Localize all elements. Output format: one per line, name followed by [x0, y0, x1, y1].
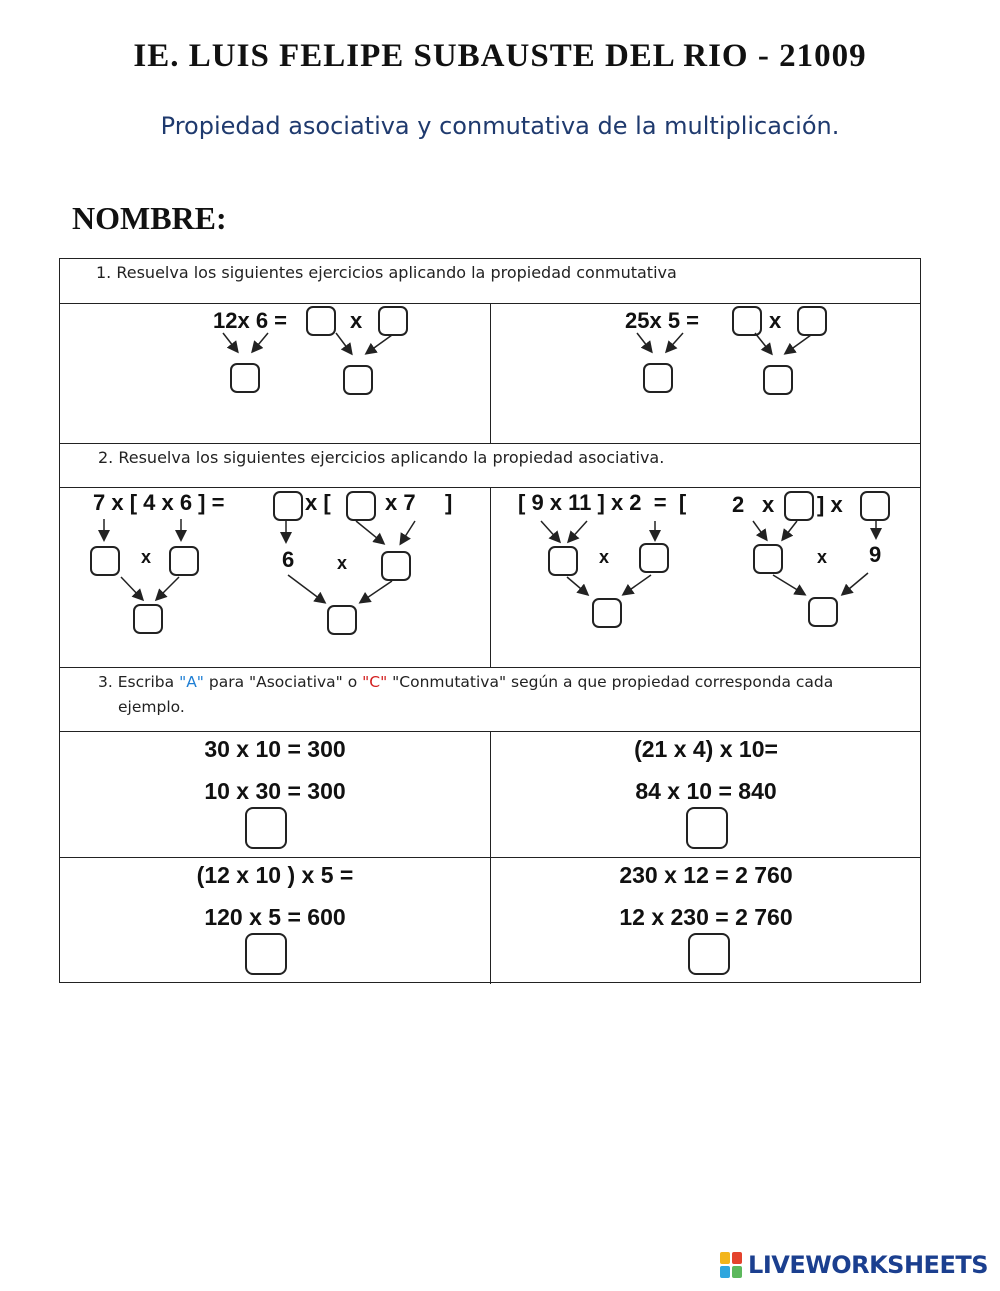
commutative-exercise-2 — [491, 303, 921, 443]
operator: ] x — [817, 492, 843, 517]
operator: x 7 — [385, 490, 416, 515]
instruction-text: 3. Escriba — [98, 673, 180, 691]
answer-box[interactable] — [346, 491, 376, 521]
answer-box[interactable] — [230, 363, 260, 393]
answer-box[interactable] — [343, 365, 373, 395]
operator: x — [817, 547, 828, 567]
operator: x — [350, 308, 363, 333]
operator: x — [337, 553, 348, 573]
worksheet-subtitle: Propiedad asociativa y conmutativa de la multiplicación. — [160, 112, 840, 140]
row-divider — [60, 443, 920, 444]
answer-box[interactable] — [378, 306, 408, 336]
brand-name: LIVEWORKSHEETS — [748, 1251, 988, 1279]
answer-box[interactable] — [797, 306, 827, 336]
answer-box[interactable] — [133, 604, 163, 634]
bracket: ] — [445, 490, 453, 515]
classify-item-4 — [491, 857, 921, 983]
operator: x [ — [305, 490, 331, 515]
expression: 7 x [ 4 x 6 ] = — [93, 490, 225, 515]
equation-line: 120 x 5 = 600 — [204, 904, 346, 930]
equation-line: 12 x 230 = 2 760 — [619, 904, 793, 930]
answer-box[interactable] — [808, 597, 838, 627]
letter-a: "A" — [179, 673, 204, 691]
associative-exercise-1 — [60, 487, 490, 667]
answer-box[interactable] — [732, 306, 762, 336]
operator: x — [599, 547, 610, 567]
section1-instruction: 1. Resuelva los siguientes ejercicios aplicando la propiedad conmutativa — [96, 263, 677, 282]
answer-box[interactable] — [592, 598, 622, 628]
classify-item-2 — [491, 731, 921, 857]
answer-box[interactable] — [643, 363, 673, 393]
expression: 12x 6 = — [213, 308, 288, 333]
classify-item-3 — [60, 857, 490, 983]
section3-instruction — [98, 670, 913, 720]
answer-box[interactable] — [686, 807, 728, 849]
given-number: 6 — [282, 547, 295, 572]
equation-line: (12 x 10 ) x 5 = — [196, 862, 354, 888]
associative-exercise-2 — [491, 487, 921, 667]
given-number: 2 — [732, 492, 745, 517]
answer-box[interactable] — [90, 546, 120, 576]
expression: [ 9 x 11 ] x 2 = [ — [518, 490, 687, 515]
operator: x — [762, 492, 775, 517]
section2-instruction: 2. Resuelva los siguientes ejercicios aplicando la propiedad asociativa. — [98, 448, 665, 467]
answer-box[interactable] — [688, 933, 730, 975]
commutative-exercise-1 — [60, 303, 490, 443]
given-number: 9 — [869, 542, 882, 567]
answer-box[interactable] — [169, 546, 199, 576]
expression: 25x 5 = — [625, 308, 700, 333]
letter-c: "C" — [362, 673, 388, 691]
answer-box[interactable] — [763, 365, 793, 395]
answer-box[interactable] — [245, 807, 287, 849]
equation-line: 84 x 10 = 840 — [635, 778, 777, 804]
instruction-text: ejemplo. — [118, 698, 185, 716]
worksheet-table — [59, 258, 921, 983]
answer-box[interactable] — [306, 306, 336, 336]
equation-line: 10 x 30 = 300 — [204, 778, 346, 804]
school-title: IE. LUIS FELIPE SUBAUSTE DEL RIO - 21009 — [133, 38, 867, 74]
equation-line: 230 x 12 = 2 760 — [619, 862, 793, 888]
instruction-text: "Conmutativa" según a que propiedad corresponda cada — [387, 673, 834, 691]
equation-line: (21 x 4) x 10= — [634, 736, 778, 762]
answer-box[interactable] — [273, 491, 303, 521]
answer-box[interactable] — [860, 491, 890, 521]
liveworksheets-logo — [720, 1251, 988, 1279]
answer-box[interactable] — [639, 543, 669, 573]
operator: x — [141, 547, 152, 567]
arrows — [491, 303, 921, 443]
logo-icon — [720, 1252, 742, 1278]
answer-box[interactable] — [753, 544, 783, 574]
classify-item-1 — [60, 731, 490, 857]
answer-box[interactable] — [784, 491, 814, 521]
answer-box[interactable] — [327, 605, 357, 635]
equation-line: 30 x 10 = 300 — [204, 736, 346, 762]
instruction-text: para "Asociativa" o — [203, 673, 363, 691]
operator: x — [769, 308, 782, 333]
answer-box[interactable] — [548, 546, 578, 576]
answer-box[interactable] — [245, 933, 287, 975]
row-divider — [60, 667, 920, 668]
name-label: NOMBRE: — [72, 200, 227, 236]
answer-box[interactable] — [381, 551, 411, 581]
